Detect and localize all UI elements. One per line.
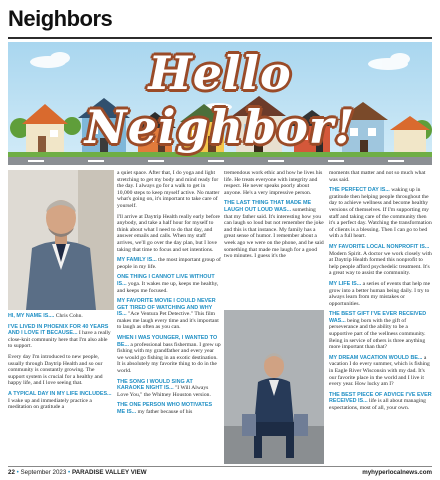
prompt-name: HI, MY NAME IS.... [8, 313, 55, 319]
typical-day-paragraph [8, 391, 112, 411]
prompt-motivates: THE ONE PERSON WHO MOTIVATES ME IS... [117, 402, 213, 415]
family-paragraph: MY FAMILY IS... the most important group of people in my life. [117, 257, 221, 270]
prompt-phoenix: I'VE LIVED IN PHOENIX FOR 40 YEARS AND I LOVE IT BECAUSE... [8, 323, 109, 337]
prompt-younger: WHEN I WAS YOUNGER, I WANTED TO BE... [117, 335, 218, 348]
nonprofit-paragraph: MY FAVORITE LOCAL NONPROFIT IS... Modern Spirit. A doctor we work closely with at Daytrip Health formed this nonprofit to help people afford psychedelic treatment. It's a great way to assist the community. [329, 243, 432, 277]
cannot-live-without-paragraph: ONE THING I CANNOT LIVE WITHOUT IS... yoga. It wakes me up, keeps me healthy, and keeps me focused. [117, 274, 219, 294]
banner-title: Hello Neighbor! [84, 46, 356, 154]
routine-paragraph: a quiet space. After that, I do yoga and light stretching to get my body and mind ready for the day. I always go for a walk to get in 10,000 steps to keep myself active. No matter what's going on, it's important to take care of yourself. [117, 170, 220, 209]
article-column-2 [117, 170, 221, 420]
best-gift-paragraph: THE BEST GIFT I'VE EVER RECEIVED WAS... being born with the gift of perseverance and the ability to be a supportive part of the wellness community. Being in service of others is three anything more important than that? [329, 311, 427, 351]
section-title: Neighbors [8, 6, 113, 31]
prompt-cannot-live-without: ONE THING I CANNOT LIVE WITHOUT IS... [117, 274, 215, 287]
prompt-typical-day: A TYPICAL DAY IN MY LIFE INCLUDES... [8, 390, 112, 397]
footer-bullet-2: • [68, 469, 71, 476]
moments-paragraph: moments that matter and not so much what was said. [329, 170, 426, 183]
father-paragraph: tremendous work ethic and how he lives his life. He treats everyone with integrity and respect. He never speaks poorly about anyone. He's a very impressive person. [224, 170, 323, 196]
footer-folio [8, 469, 147, 476]
best-advice-paragraph: THE BEST PIECE OF ADVICE I'VE EVER RECEIVED IS... life is all about managing expectations, most of all, your own. [329, 391, 432, 411]
prompt-perfect-day: THE PERFECT DAY IS... [329, 187, 390, 194]
laugh-paragraph: THE LAST THING THAT MADE ME LAUGH OUT LOUD WAS... something that my father said. It's interesting how you can laugh so loud but not remember the joke and this is that instance. My family has a great sense of humor. I remember about a week ago we were on the phone, and he said something that made me laugh for a good two minutes. I guess it's the [224, 200, 324, 260]
my-life-paragraph: MY LIFE IS... a series of events that help me grow into a better human being daily. I try to always learn from my mistakes or opportunities. [329, 280, 431, 307]
title-divider [8, 37, 432, 39]
footer-divider [8, 466, 432, 467]
answer-phoenix: I have a really close-knit community here that I'm also able to support. [8, 330, 111, 350]
perfect-day-paragraph: THE PERFECT DAY IS... waking up in gratitude then helping people throughout the day to achieve wellness and become healthy versions of themselves. If I'm supporting my staff and taking care of the community then it's a perfect day. Watching the transformation of clients is a blessing. Then I can go to bed with a full heart. [329, 187, 432, 240]
prompt-karaoke: THE SONG I WOULD SING AT KARAOKE NIGHT IS... [117, 378, 193, 392]
karaoke-paragraph: THE SONG I WOULD SING AT KARAOKE NIGHT IS... "I Will Always Love You," the Whitney Houston version. [117, 378, 211, 398]
prompt-best-gift: THE BEST GIFT I'VE EVER RECEIVED WAS... [329, 311, 427, 324]
motivates-paragraph: THE ONE PERSON WHO MOTIVATES ME IS... my father because of his [117, 402, 213, 415]
publication-name: PARADISE VALLEY VIEW [71, 469, 147, 476]
phoenix-paragraph [8, 324, 112, 350]
website-url[interactable]: myhyperlocalnews.com [362, 469, 432, 476]
prompt-best-advice: THE BEST PIECE OF ADVICE I'VE EVER RECEIVED IS... [329, 391, 432, 405]
article-column-3 [224, 170, 324, 264]
portrait-photo-seated [224, 310, 324, 464]
hello-neighbor-banner [8, 42, 432, 165]
prompt-dream-vacation: MY DREAM VACATION WOULD BE... [329, 354, 423, 361]
article-column-1 [8, 313, 112, 415]
answer-typical-day: I wake up and immediately practice a meditation on gratitude a [8, 397, 92, 411]
issue-date: September 2023 [20, 469, 67, 476]
favorite-movie-paragraph: MY FAVORITE MOVIE I COULD NEVER GET TIRED OF WATCHING AND WHY IS... "Ace Ventura Pet Detective." This film makes me laugh every time and it's important to laugh as often as you can. [117, 298, 219, 331]
younger-paragraph: WHEN I WAS YOUNGER, I WANTED TO BE... a professional bass fisherman. I grew up fishing with my grandfather and every year we would go fishing in an exotic destination. It is absolutely my favorite thing to do in the world. [117, 335, 221, 375]
prompt-laugh: THE LAST THING THAT MADE ME LAUGH OUT LOUD WAS... [224, 200, 312, 213]
portrait-photo-standing [8, 170, 114, 310]
prompt-favorite-movie: MY FAVORITE MOVIE I COULD NEVER GET TIRED OF WATCHING AND WHY IS... [117, 298, 216, 318]
prompt-nonprofit: MY FAVORITE LOCAL NONPROFIT IS... [329, 243, 430, 250]
community-paragraph: Every day I'm introduced to new people, usually through Daytrip Health and so our community is constantly growing. The support system is crucial for a healthy and happy life, and I love seeing that. [8, 353, 103, 387]
prompt-my-life: MY LIFE IS... [329, 280, 362, 287]
page-number: 22 [8, 469, 15, 476]
prompt-family: MY FAMILY IS... [117, 257, 157, 264]
work-paragraph: I'll arrive at Daytrip Health really early before anybody, and take a half hour for myself to think about what I need to do that day, and answer emails and calls. When my staff arrives, we'll go over the day plan, but I love taking that time to focus and set intentions. [117, 213, 221, 253]
footer-bullet-1: • [16, 469, 19, 476]
dream-vacation-paragraph: MY DREAM VACATION WOULD BE... a vacation I do every summer, which is fishing in Eagle River Wisconsin with my dad. It's our favorite place in the world and I live it every year. How lucky am I? [329, 354, 430, 388]
intro-paragraph [8, 313, 112, 320]
article-column-4 [329, 170, 432, 416]
answer-name: Chris Cohn. [54, 313, 83, 319]
